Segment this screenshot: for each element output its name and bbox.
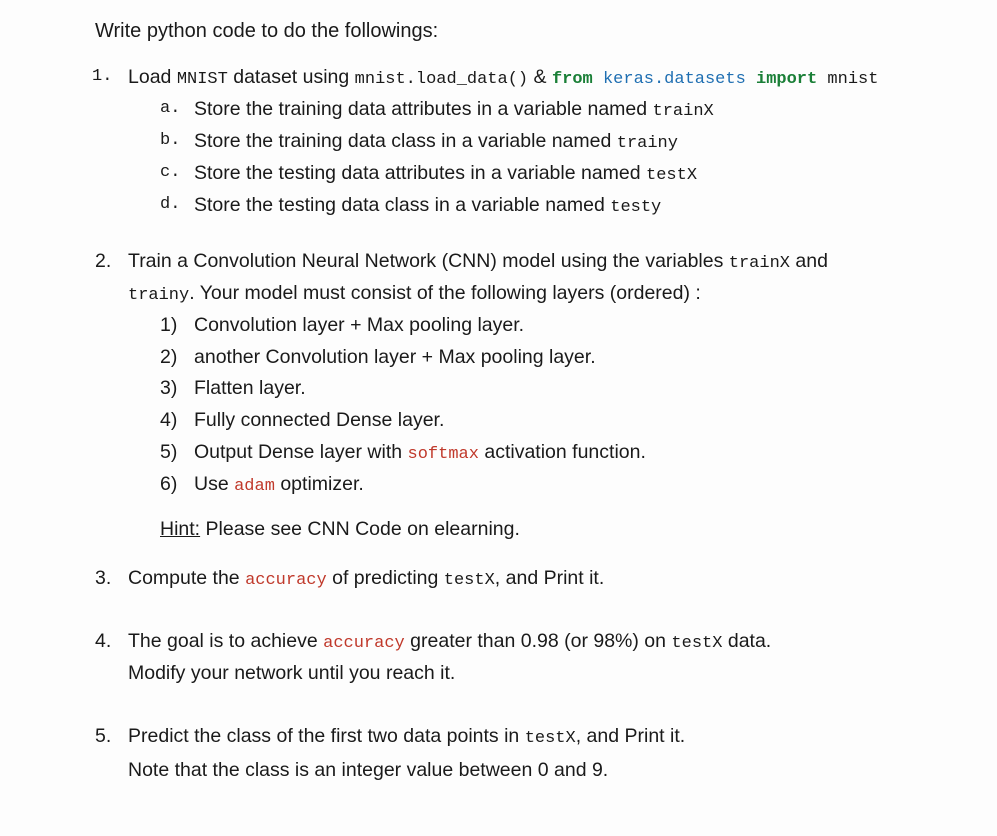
q3-code-accuracy: accuracy [245, 571, 327, 590]
q2-item-5-text-b: activation function. [478, 441, 646, 463]
q1-item-c [194, 160, 697, 189]
q1-item-b-marker: b. [160, 131, 181, 150]
q4-number: 4. [95, 630, 112, 652]
q2-item-6 [194, 471, 364, 500]
q4-line1 [128, 628, 771, 657]
q1-kw-from: from [551, 70, 593, 89]
q2-item-1: Convolution layer + Max pooling layer. [194, 314, 525, 336]
q5-line2: Note that the class is an integer value between 0 and 9. [128, 759, 609, 781]
q2-number: 2. [95, 250, 112, 272]
q2-line2 [128, 280, 701, 309]
q1-kw-import: import [756, 70, 818, 89]
q5-text-a: Predict the class of the first two data points in [128, 725, 525, 747]
q4-text-c: data. [722, 630, 772, 652]
q5-code-testx: testX [524, 729, 576, 748]
q2-line1-text: Train a Convolution Neural Network (CNN) model using the variables [128, 250, 729, 272]
q3-text-c: , and Print it. [494, 567, 605, 589]
q1-item-a [194, 96, 714, 125]
q1-item-d-code: testy [610, 198, 662, 217]
q1-item-d [194, 192, 661, 221]
q3-text-b: of predicting [326, 567, 444, 589]
q1-item-d-text: Store the testing data class in a variable named [194, 194, 611, 216]
q2-item-5 [194, 439, 646, 468]
q1-code-load: mnist.load_data() [354, 70, 529, 89]
q2-item-1-marker: 1) [160, 314, 178, 336]
q1-item-a-code: trainX [652, 102, 714, 121]
q2-item-6-marker: 6) [160, 473, 178, 495]
q2-item-2-marker: 2) [160, 346, 178, 368]
q5-line1 [128, 723, 685, 752]
q2-hint [160, 516, 520, 542]
q2-item-5-text-a: Output Dense layer with [194, 441, 408, 463]
q1-text [128, 64, 878, 93]
q1-item-a-marker: a. [160, 99, 181, 118]
q4-code-accuracy: accuracy [323, 634, 405, 653]
q2-item-6-code: adam [234, 477, 275, 496]
q1-item-b [194, 128, 678, 157]
q2-line1-code: trainX [728, 254, 790, 273]
q1-item-c-code: testX [646, 166, 698, 185]
q2-line1-end: and [790, 250, 828, 272]
q4-line2: Modify your network until you reach it. [128, 662, 456, 684]
q2-hint-label: Hint: [160, 518, 201, 540]
q2-line1 [128, 248, 828, 277]
q1-item-c-text: Store the testing data attributes in a variable named [194, 162, 647, 184]
q1-text-a: Load [128, 66, 177, 88]
q3-code-testx: testX [443, 571, 495, 590]
q1-item-c-marker: c. [160, 163, 181, 182]
q2-item-2: another Convolution layer + Max pooling layer. [194, 346, 596, 368]
q5-number: 5. [95, 725, 112, 747]
q1-text-c: & [528, 66, 552, 88]
q2-line2-text: . Your model must consist of the following layers (ordered) : [189, 282, 701, 304]
page-heading: Write python code to do the followings: [95, 20, 439, 42]
q4-text-a: The goal is to achieve [128, 630, 324, 652]
q4-text-b: greater than 0.98 (or 98%) on [404, 630, 672, 652]
q2-item-6-text-b: optimizer. [274, 473, 364, 495]
q1-import-name: mnist [827, 70, 879, 89]
q1-text-b: dataset using [227, 66, 355, 88]
q2-item-6-text-a: Use [194, 473, 235, 495]
q2-hint-text: Please see CNN Code on elearning. [200, 518, 520, 540]
q1-module: keras.datasets [602, 70, 746, 89]
q2-item-5-marker: 5) [160, 441, 178, 463]
q2-item-4-marker: 4) [160, 409, 178, 431]
q3-number: 3. [95, 567, 112, 589]
q1-number: 1. [92, 67, 113, 86]
q5-text-b: , and Print it. [575, 725, 686, 747]
q2-item-3-marker: 3) [160, 377, 178, 399]
q1-code-mnist: MNIST [176, 70, 228, 89]
q2-line2-code: trainy [128, 286, 190, 305]
q2-item-5-code: softmax [407, 445, 479, 464]
q1-item-b-code: trainy [616, 134, 678, 153]
q2-item-3: Flatten layer. [194, 377, 306, 399]
q2-item-4: Fully connected Dense layer. [194, 409, 445, 431]
q1-item-a-text: Store the training data attributes in a variable named [194, 98, 653, 120]
q3-text-a: Compute the [128, 567, 246, 589]
q1-item-b-text: Store the training data class in a variable named [194, 130, 617, 152]
q1-item-d-marker: d. [160, 195, 181, 214]
q3-text [128, 565, 604, 594]
q4-code-testx: testX [671, 634, 723, 653]
